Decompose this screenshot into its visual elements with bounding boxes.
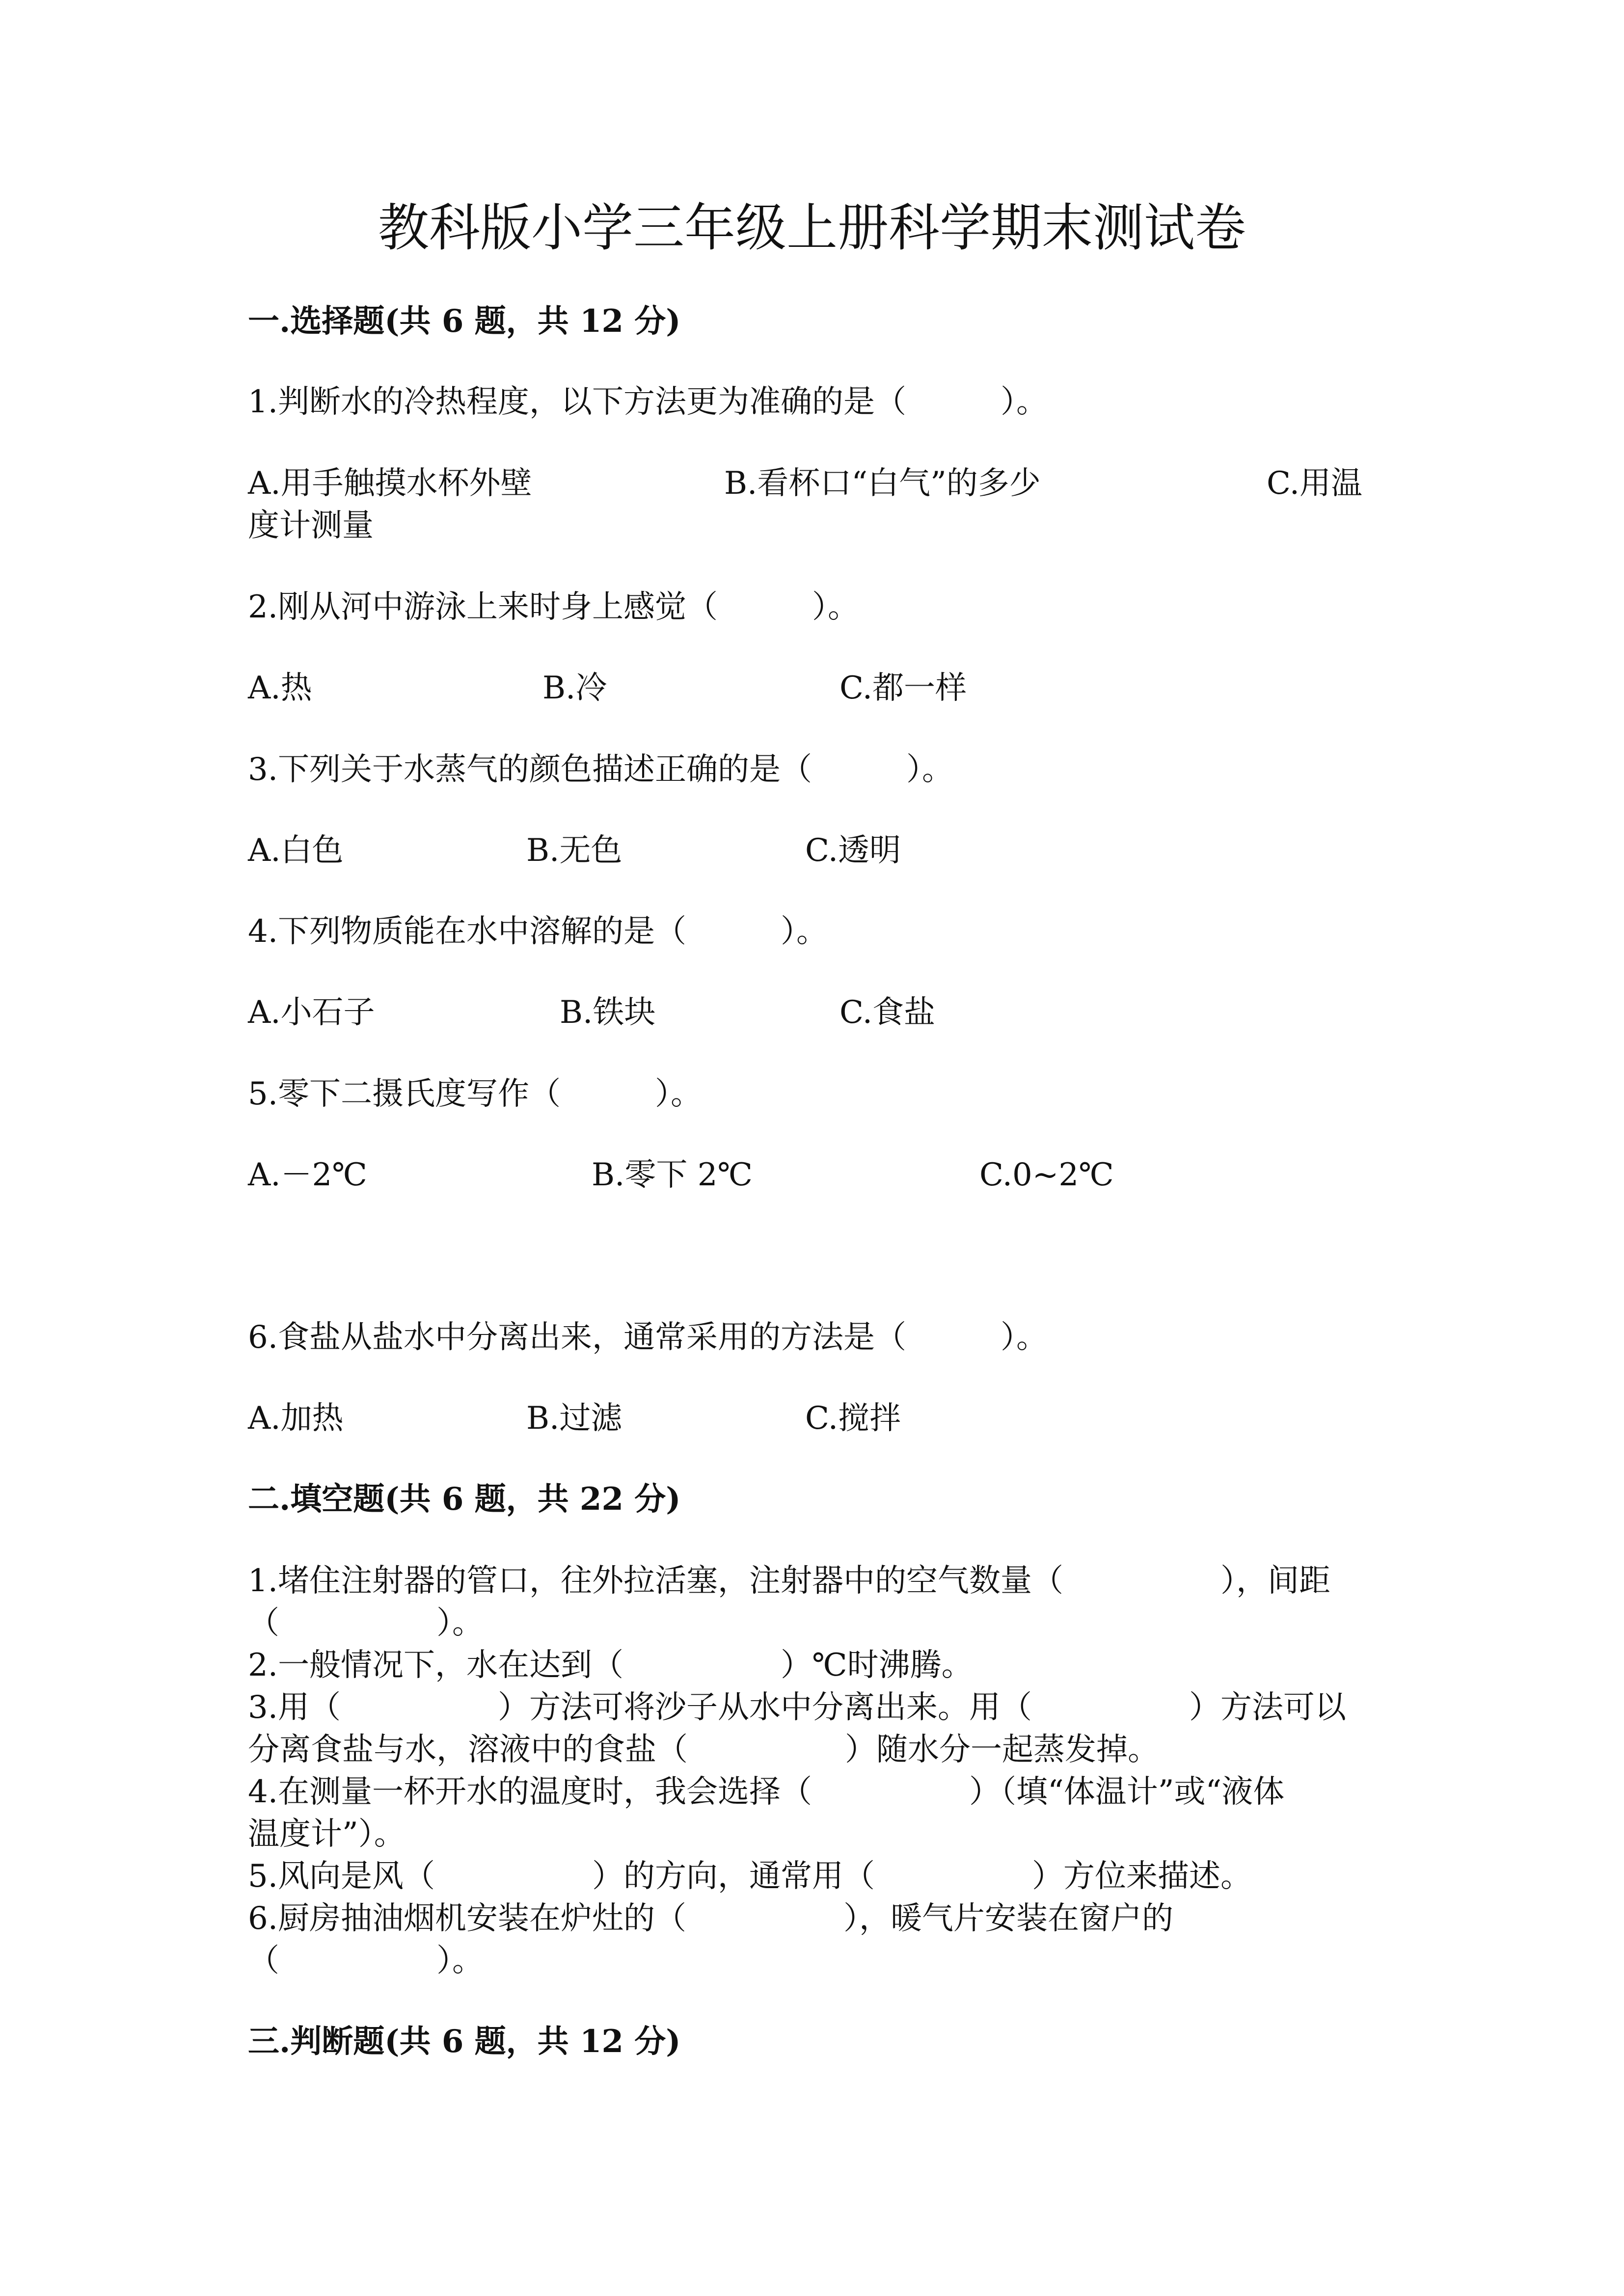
fill-line: （ ）。 (248, 1943, 484, 1979)
section-heading-judge: 三.判断题(共 6 题，共 12 分) (248, 2023, 681, 2060)
fill-line: 温度计”）。 (248, 1816, 406, 1852)
option-c: C.用温 (1267, 465, 1363, 502)
option-a: A.小石子 (248, 994, 375, 1031)
fill-line: 2.一般情况下，水在达到（ ）℃时沸腾。 (248, 1647, 973, 1683)
option-a: A.用手触摸水杯外壁 (248, 465, 532, 502)
option-b: B.过滤 (526, 1400, 623, 1437)
option-c: C.都一样 (839, 670, 967, 706)
option-a: A.加热 (248, 1400, 344, 1437)
question-text: 6.食盐从盐水中分离出来，通常采用的方法是（ ）。 (248, 1319, 1048, 1356)
option-c-continued: 度计测量 (248, 507, 374, 544)
option-b: B.无色 (526, 832, 623, 869)
fill-line: （ ）。 (248, 1605, 484, 1641)
fill-line: 5.风向是风（ ）的方向，通常用（ ）方位来描述。 (248, 1858, 1252, 1895)
option-a: A.－2℃ (248, 1157, 367, 1193)
question-text: 2.刚从河中游泳上来时身上感觉（ ）。 (248, 589, 860, 625)
option-a: A.白色 (248, 832, 344, 869)
fill-line: 3.用（ ）方法可将沙子从水中分离出来。用（ ）方法可以 (248, 1689, 1347, 1726)
section-heading-choice: 一.选择题(共 6 题，共 12 分) (248, 303, 681, 340)
option-b: B.看杯口“白气”的多少 (724, 465, 1041, 502)
option-c: C.搅拌 (805, 1400, 901, 1437)
fill-line: 分离食盐与水，溶液中的食盐（ ）随水分一起蒸发掉。 (248, 1732, 1159, 1768)
option-b: B.铁块 (560, 994, 656, 1031)
fill-line: 1.堵住注射器的管口，往外拉活塞，注射器中的空气数量（ ），间距 (248, 1563, 1331, 1599)
question-text: 3.下列关于水蒸气的颜色描述正确的是（ ）。 (248, 751, 954, 788)
option-b: B.冷 (542, 670, 607, 706)
fill-line: 6.厨房抽油烟机安装在炉灶的（ ），暖气片安装在窗户的 (248, 1900, 1174, 1937)
option-c: C.透明 (805, 832, 901, 869)
option-c: C.0~2℃ (979, 1157, 1114, 1193)
option-a: A.热 (248, 670, 312, 706)
page-title: 教科版小学三年级上册科学期末测试卷 (378, 198, 1246, 258)
question-text: 1.判断水的冷热程度，以下方法更为准确的是（ ）。 (248, 384, 1048, 420)
option-c: C.食盐 (839, 994, 936, 1031)
question-text: 4.下列物质能在水中溶解的是（ ）。 (248, 913, 828, 950)
option-b: B.零下 2℃ (592, 1157, 753, 1193)
fill-line: 4.在测量一杯开水的温度时，我会选择（ ）（填“体温计”或“液体 (248, 1774, 1285, 1810)
section-heading-fill: 二.填空题(共 6 题，共 22 分) (248, 1481, 681, 1518)
question-text: 5.零下二摄氏度写作（ ）。 (248, 1076, 703, 1112)
